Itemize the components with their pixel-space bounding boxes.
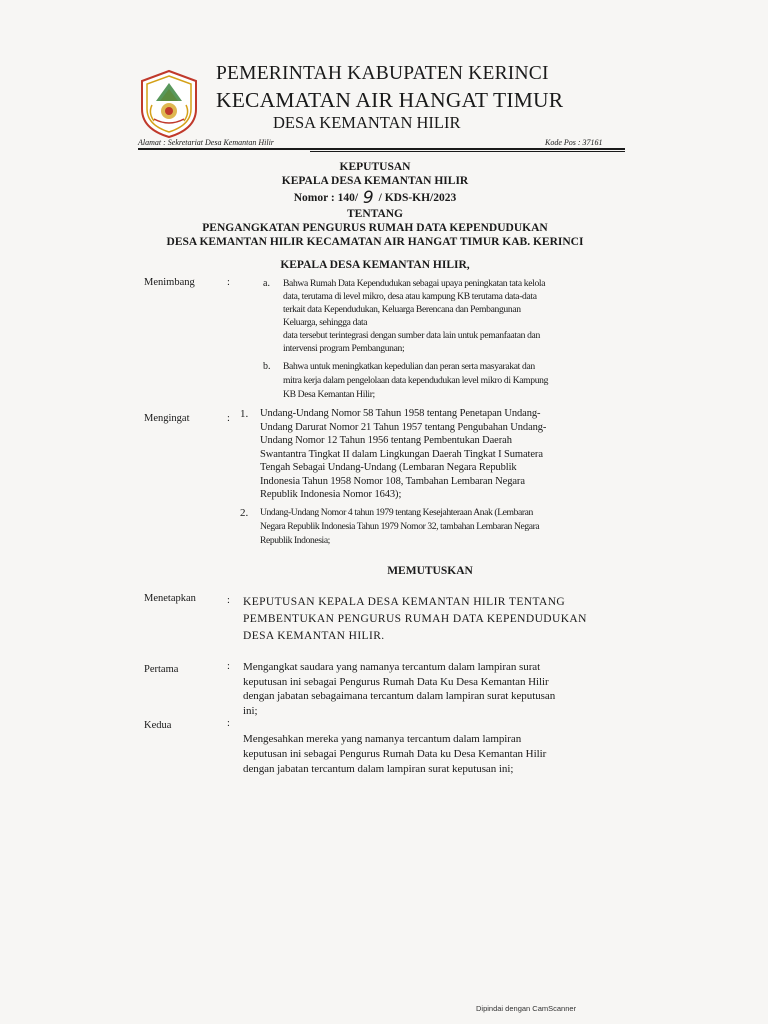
pertama-line: ini;: [243, 704, 258, 717]
mengingat-1-line: Indonesia Tahun 1958 Nomor 108, Tambahan Lembaran Negara: [260, 475, 525, 487]
scanner-watermark: Dipindai dengan CamScanner: [476, 1004, 577, 1013]
pertama-line: dengan jabatan sebagaimana tercantum dalam lampiran surat keputusan: [243, 690, 556, 702]
kedua-colon: :: [227, 718, 230, 729]
mengingat-label: Mengingat: [144, 413, 190, 424]
mengingat-1-line: Tengah Sebagai Undang-Undang (Lembaran Negara Republik: [260, 462, 517, 473]
menetapkan-text: [243, 594, 587, 645]
mengingat-1-line: Undang Darurat Nomor 21 Tahun 1957 tentang Pengubahan Undang-: [260, 421, 547, 433]
letterhead-divider-thin: [310, 151, 625, 152]
mengingat-2-line: Republik Indonesia;: [260, 535, 330, 546]
pertama-label: Pertama: [144, 664, 179, 675]
decree-number: [110, 188, 640, 208]
menetapkan-line: PEMBENTUKAN PENGURUS RUMAH DATA KEPENDUDUKAN: [243, 613, 587, 625]
menimbang-b-line: Bahwa untuk meningkatkan kepedulian dan peran serta masyarakat dan: [283, 361, 535, 372]
decree-about-heading: TENTANG: [346, 208, 404, 220]
menimbang-a-line: intervensi program Pembangunan;: [283, 343, 405, 354]
decree-number-handwritten: 9: [362, 188, 374, 208]
decree-number-suffix: / KDS-KH/2023: [378, 192, 457, 204]
mengingat-marker-2: 2.: [240, 507, 249, 519]
decree-number-prefix: Nomor : 140/: [293, 192, 359, 204]
pertama-line: Mengangkat saudara yang namanya tercantum dalam lampiran surat: [243, 661, 541, 673]
menetapkan-label: Menetapkan: [144, 593, 196, 604]
mengingat-1-line: Undang-Undang Nomor 58 Tahun 1958 tentang Penetapan Undang-: [260, 408, 541, 419]
menimbang-colon: :: [227, 277, 230, 288]
menimbang-a-line: Keluarga, sehingga data: [283, 317, 368, 328]
mengingat-colon: :: [227, 413, 230, 424]
kedua-label: Kedua: [144, 720, 172, 731]
mengingat-1-line: Swantantra Tingkat II dalam Lingkungan Daerah Tingkat I Sumatera: [260, 448, 543, 460]
letterhead-regency: PEMERINTAH KABUPATEN KERINCI: [216, 63, 549, 84]
kedua-line: dengan jabatan tercantum dalam lampiran surat keputusan ini;: [243, 763, 514, 775]
menimbang-b-line: mitra kerja dalam pengelolaan data kependudukan level mikro di Kampung: [283, 375, 549, 386]
mengingat-1-line: Undang Nomor 12 Tahun 1956 tentang Pembentukan Daerah: [260, 435, 512, 446]
letterhead-village: DESA KEMANTAN HILIR: [273, 113, 461, 132]
decree-subject-line2: DESA KEMANTAN HILIR KECAMATAN AIR HANGAT TIMUR KAB. KERINCI: [166, 236, 584, 248]
memutuskan-heading: MEMUTUSKAN: [387, 565, 473, 577]
kedua-line: Mengesahkan mereka yang namanya tercantum dalam lampiran: [243, 733, 522, 745]
mengingat-2-line: Negara Republik Indonesia Tahun 1979 Nomor 32, tambahan Lembaran Negara: [260, 521, 540, 532]
letterhead-address: Alamat : Sekretariat Desa Kemantan Hilir: [138, 138, 274, 147]
letterhead-subdistrict: KECAMATAN AIR HANGAT TIMUR: [216, 88, 564, 112]
decree-official-heading: KEPALA DESA KEMANTAN HILIR,: [280, 259, 470, 271]
decree-subject-line1: PENGANGKATAN PENGURUS RUMAH DATA KEPENDUDUKAN: [202, 222, 548, 234]
menimbang-marker-a: a.: [263, 278, 270, 289]
pertama-colon: :: [227, 661, 230, 672]
menimbang-a-line: data, terutama di level mikro, desa atau kampung KB terutama data-data: [283, 291, 537, 302]
menetapkan-line: KEPUTUSAN KEPALA DESA KEMANTAN HILIR TENTANG: [243, 596, 566, 608]
menimbang-a-line: Bahwa Rumah Data Kependudukan sebagai upaya peningkatan tata kelola: [283, 278, 546, 289]
menimbang-item-b: [283, 360, 548, 402]
pertama-text: [243, 660, 555, 718]
menimbang-label: Menimbang: [144, 277, 195, 288]
letterhead-postal-code: Kode Pos : 37161: [545, 138, 603, 147]
menimbang-marker-b: b.: [263, 361, 271, 372]
mengingat-2-line: Undang-Undang Nomor 4 tahun 1979 tentang Kesejahteraan Anak (Lembaran: [260, 507, 533, 518]
pertama-line: keputusan ini sebagai Pengurus Rumah Data Ku Desa Kemantan Hilir: [243, 675, 549, 688]
menimbang-a-line: terkait data Kependudukan, Keluarga Berencana dan Pembangunan: [283, 304, 521, 315]
regency-emblem-logo: [138, 69, 200, 139]
menimbang-b-line: KB Desa Kemantan Hilir;: [283, 389, 375, 400]
letterhead-divider-thick: [138, 148, 625, 150]
decree-title: KEPUTUSAN: [339, 161, 411, 173]
kedua-line: keputusan ini sebagai Pengurus Rumah Data ku Desa Kemantan Hilir: [243, 748, 547, 760]
mengingat-item-1: [260, 407, 546, 502]
menimbang-item-a: [283, 277, 545, 355]
kedua-text: [243, 732, 546, 777]
mengingat-marker-1: 1.: [240, 408, 249, 420]
menetapkan-line: DESA KEMANTAN HILIR.: [243, 630, 385, 642]
menimbang-a-line: data tersebut terintegrasi dengan sumber data lain untuk pemanfaatan dan: [283, 330, 540, 341]
decree-issuer: KEPALA DESA KEMANTAN HILIR: [281, 175, 469, 187]
menetapkan-colon: :: [227, 595, 230, 606]
mengingat-item-2: [260, 506, 539, 548]
mengingat-1-line: Republik Indonesia Nomor 1643);: [260, 489, 402, 500]
